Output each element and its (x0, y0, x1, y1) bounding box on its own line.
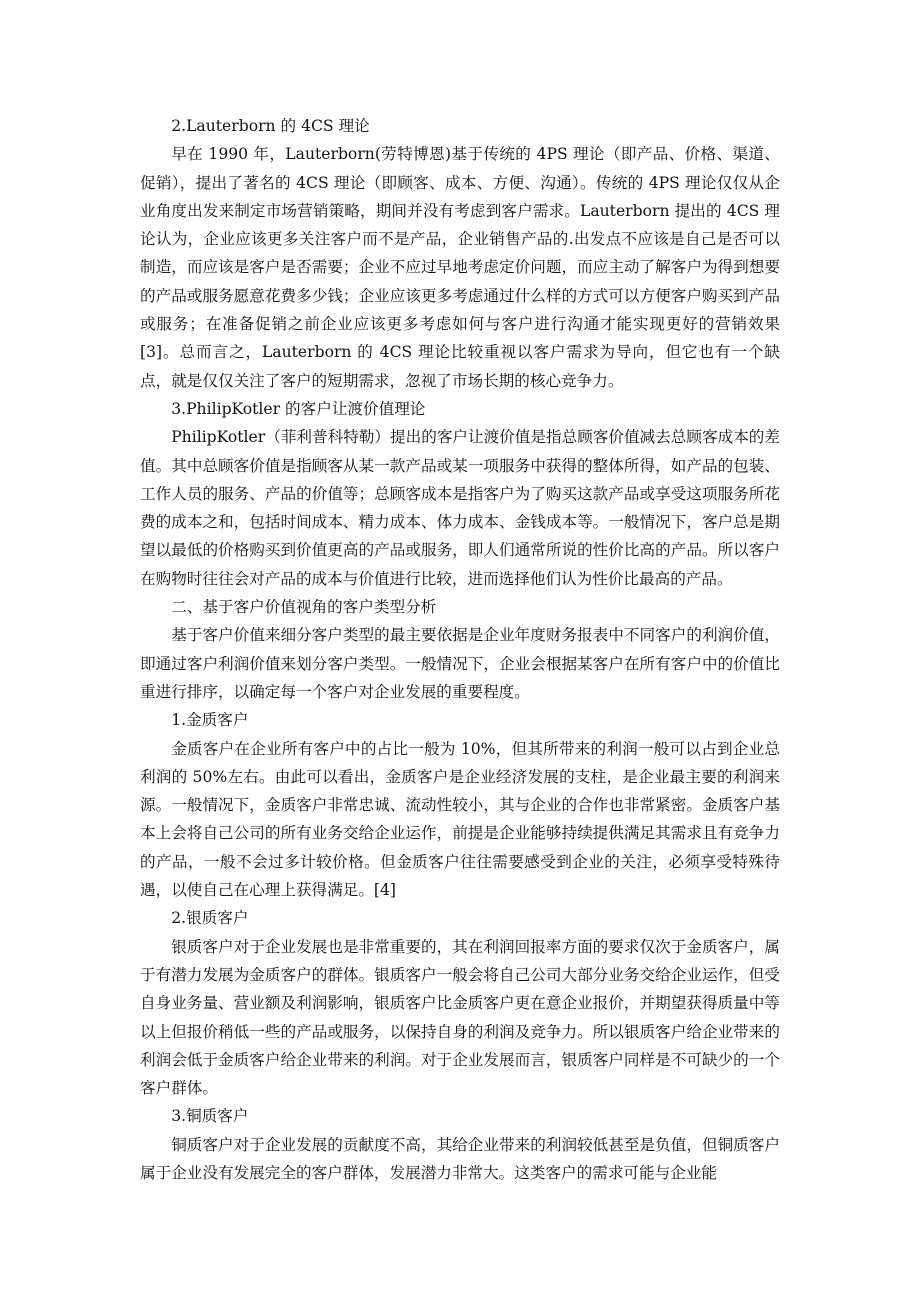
paragraph-4cs: 早在 1990 年，Lauterborn(劳特博恩)基于传统的 4PS 理论（即产品、价格、渠道、促销），提出了著名的 4CS 理论（即顾客、成本、方便、沟通）。传统的 4PS 理论仅仅从企业角度出发来制定市场营销策略，期间并没有考虑到客户需求。Lauterborn 提出的 4CS 理论认为，企业应该更多关注客户而不是产品，企业销售产品的.出发点不应该是自己是否可以制造，而应该是客户是否需要；企业不应过早地考虑定价问题，而应主动了解客户为得到想要的产品或服务愿意花费多少钱；企业应该更多考虑通过什么样的方式可以方便客户购买到产品或服务；在准备促销之前企业应该更多考虑如何与客户进行沟通才能实现更好的营销效果[3]。总而言之，Lauterborn 的 4CS 理论比较重视以客户需求为导向，但它也有一个缺点，就是仅仅关注了客户的短期需求，忽视了市场长期的核心竞争力。 (140, 145, 780, 390)
section-heading-kotler: 3.PhilipKotler 的客户让渡价值理论 (171, 399, 426, 418)
paragraph-gold: 金质客户在企业所有客户中的占比一般为 10%，但其所带来的利润一般可以占到企业总利润的 50%左右。由此可以看出，金质客户是企业经济发展的支柱，是企业最主要的利润来源。一般情况下，金质客户非常忠诚、流动性较小，其与企业的合作也非常紧密。金质客户基本上会将自己公司的所有业务交给企业运作，前提是企业能够持续提供满足其需求且有竞争力的产品，一般不会过多计较价格。但金质客户往往需要感受到企业的关注，必须享受特殊待遇，以使自己在心理上获得满足。[4] (140, 739, 780, 900)
document-body (140, 112, 780, 1187)
paragraph-silver: 银质客户对于企业发展也是非常重要的，其在利润回报率方面的要求仅次于金质客户，属于有潜力发展为金质客户的群体。银质客户一般会将自己公司大部分业务交给企业运作，但受自身业务量、营业额及利润影响，银质客户比金质客户更在意企业报价，并期望获得质量中等以上但报价稍低一些的产品或服务，以保持自身的利润及竞争力。所以银质客户给企业带来的利润会低于金质客户给企业带来的利润。对于企业发展而言，银质客户同样是不可缺少的一个客户群体。 (140, 937, 780, 1098)
section-heading-silver: 2.银质客户 (171, 909, 249, 928)
section-heading-bronze: 3.铜质客户 (171, 1107, 249, 1126)
section-heading-4cs: 2.Lauterborn 的 4CS 理论 (171, 117, 370, 135)
paragraph-customer-types: 基于客户价值来细分客户类型的最主要依据是企业年度财务报表中不同客户的利润价值，即通过客户利润价值来划分客户类型。一般情况下，企业会根据某客户在所有客户中的价值比重进行排序，以确定每一个客户对企业发展的重要程度。 (140, 626, 780, 701)
paragraph-bronze: 铜质客户对于企业发展的贡献度不高，其给企业带来的利润较低甚至是负值，但铜质客户属于企业没有发展完全的客户群体，发展潜力非常大。这类客户的需求可能与企业能 (140, 1135, 780, 1182)
paragraph-kotler: PhilipKotler（菲利普科特勒）提出的客户让渡价值是指总顾客价值减去总顾客成本的差值。其中总顾客价值是指顾客从某一款产品或某一项服务中获得的整体所得，如产品的包装、工作人员的服务、产品的价值等；总顾客成本是指客户为了购买这款产品或享受这项服务所花费的成本之和，包括时间成本、精力成本、体力成本、金钱成本等。一般情况下，客户总是期望以最低的价格购买到价值更高的产品或服务，即人们通常所说的性价比高的产品。所以客户在购物时往往会对产品的成本与价值进行比较，进而选择他们认为性价比最高的产品。 (140, 428, 780, 588)
section-heading-gold: 1.金质客户 (171, 711, 249, 730)
section-heading-customer-types: 二、基于客户价值视角的客户类型分析 (171, 598, 437, 617)
